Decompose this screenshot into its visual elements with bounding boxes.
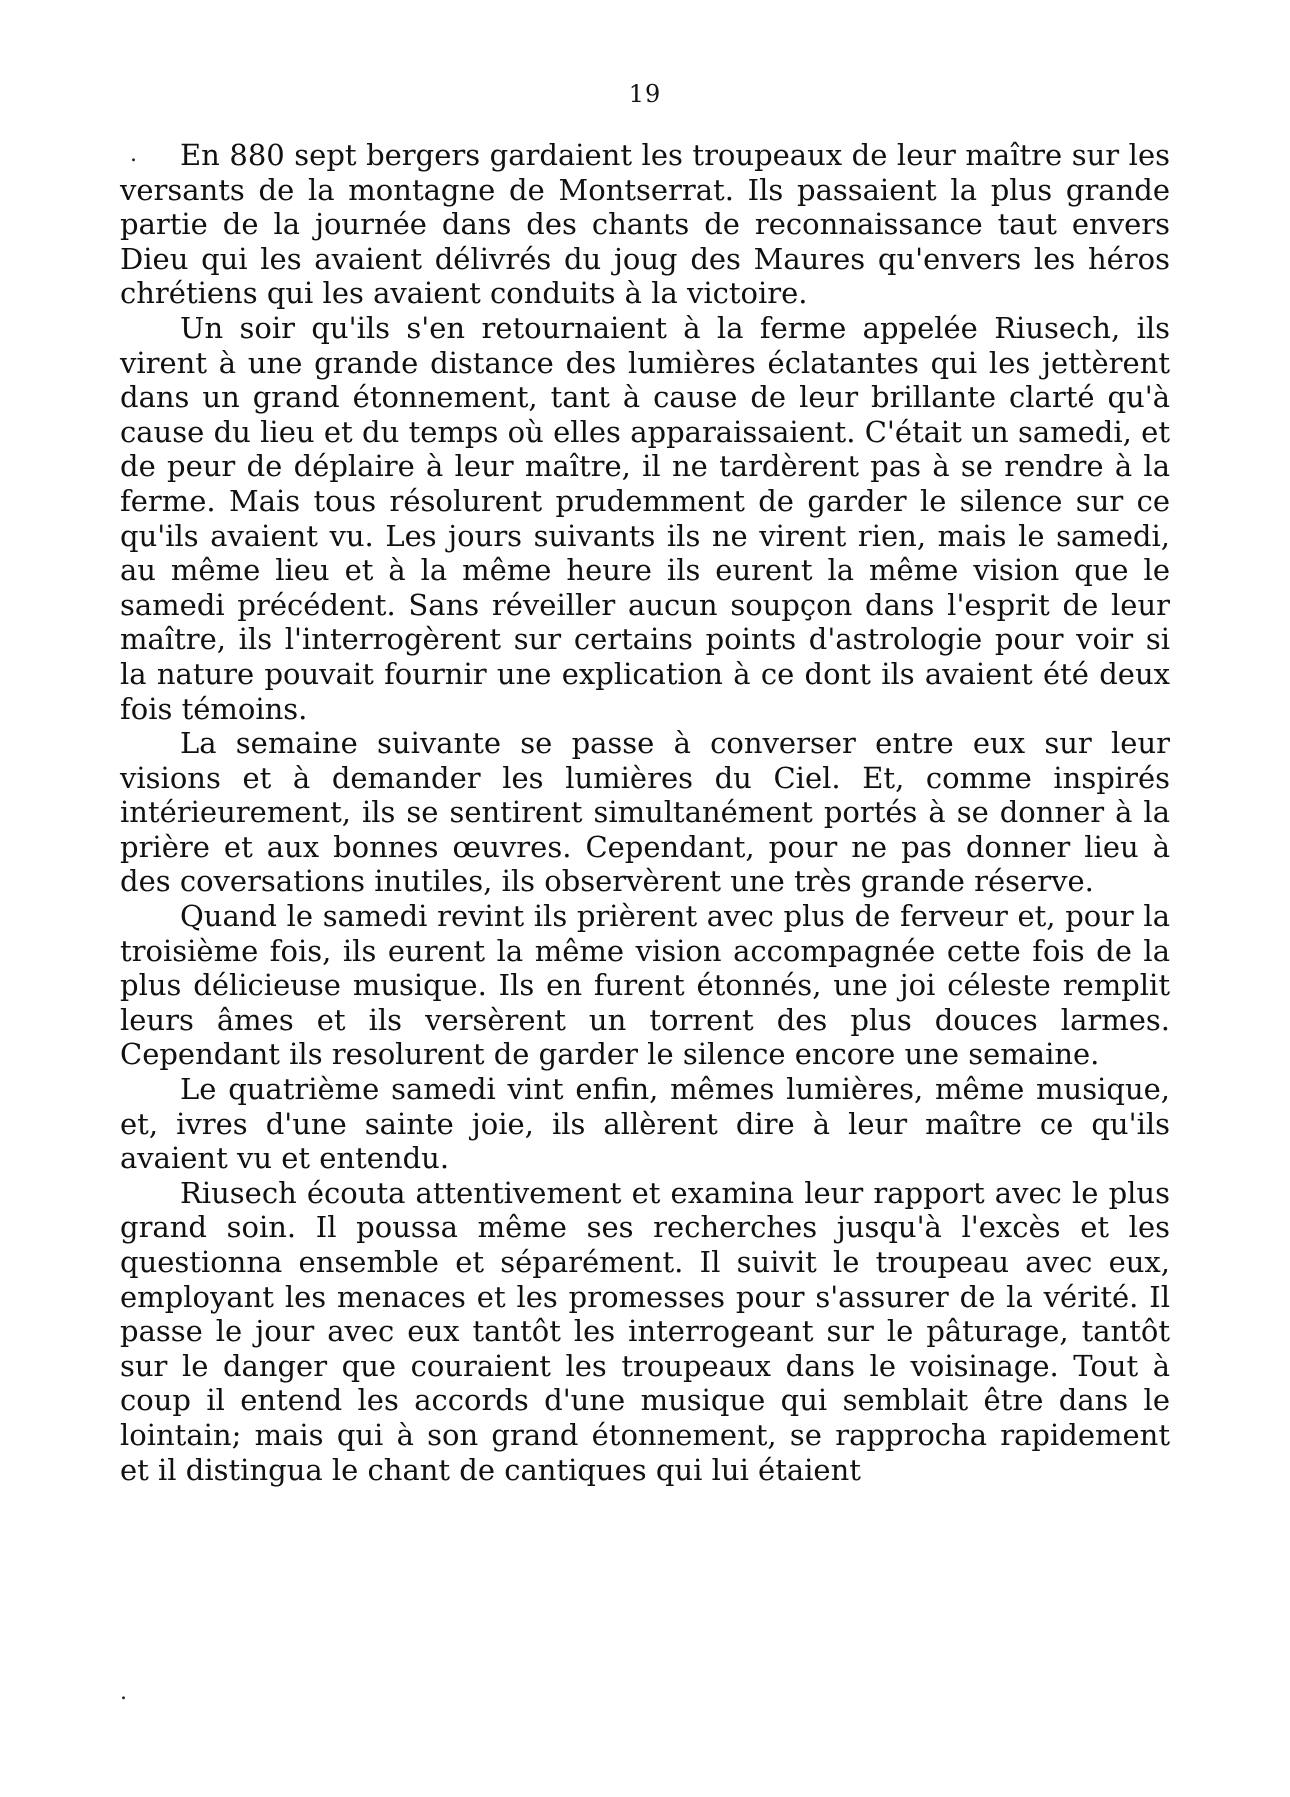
paragraph-5: Le quatrième samedi vint enfin, mêmes lumières, même musique, et, ivres d'une sainte joie, ils allèrent dire à leur maître ce qu'ils avaient vu et entendu.	[120, 1072, 1170, 1176]
page-number: 19	[628, 80, 662, 108]
paragraph-2: Un soir qu'ils s'en retournaient à la ferme appelée Riusech, ils virent à une grande distance des lumières éclatantes qui les jettèrent dans un grand étonnement, tant à cause de leur brillante clarté qu'à cause du lieu et du temps où elles apparaissaient. C'était un samedi, et de peur de déplaire à leur maître, il ne tardèrent pas à se rendre à la ferme. Mais tous résolurent prudemment de garder le silence sur ce qu'ils avaient vu. Les jours suivants ils ne virent rien, mais le samedi, au même lieu et à la même heure ils eurent la même vision que le samedi précédent. Sans réveiller aucun soupçon dans l'esprit de leur maître, ils l'interrogèrent sur certains points d'astrologie pour voir si la nature pouvait fournir une explication à ce dont ils avaient été deux fois témoins.	[120, 310, 1170, 726]
paragraph-4: Quand le samedi revint ils prièrent avec plus de ferveur et, pour la troisième fois, ils eurent la même vision accompagnée cette fois de la plus délicieuse musique. Ils en furent étonnés, une joi céleste remplit leurs âmes et ils versèrent un torrent des plus douces larmes. Cependant ils resolurent de garder le silence encore une semaine.	[120, 899, 1170, 1072]
paragraph-1: En 880 sept bergers gardaient les troupeaux de leur maître sur les versants de la montagne de Montserrat. Ils passaient la plus grande partie de la journée dans des chants de reconnaissance taut envers Dieu qui les avaient délivrés du joug des Maures qu'envers les héros chrétiens qui les avaient conduits à la victoire.	[120, 138, 1170, 311]
paragraph-3: La semaine suivante se passe à converser entre eux sur leur visions et à demander les lumières du Ciel. Et, comme inspirés intérieurement, ils se sentirent simultanément portés à se donner à la prière et aux bonnes œuvres. Cependant, pour ne pas donner lieu à des coversations inutiles, ils observèrent une très grande réserve.	[120, 726, 1170, 899]
stray-ink-mark: .	[130, 142, 137, 167]
paragraph-6: Riusech écouta attentivement et examina leur rapport avec le plus grand soin. Il poussa même ses recherches jusqu'à l'excès et les questionna ensemble et séparément. Il suivit le troupeau avec eux, employant les menaces et les promesses pour s'assurer de la vérité. Il passe le jour avec eux tantôt les interrogeant sur le pâturage, tantôt sur le danger que couraient les troupeaux dans le voisinage. Tout à coup il entend les accords d'une musique qui semblait être dans le lointain; mais qui à son grand étonnement, se rapprocha rapidement et il distingua le chant de cantiques qui lui étaient	[120, 1175, 1170, 1487]
stray-ink-mark: .	[120, 1680, 127, 1705]
body-text	[120, 138, 1170, 1487]
